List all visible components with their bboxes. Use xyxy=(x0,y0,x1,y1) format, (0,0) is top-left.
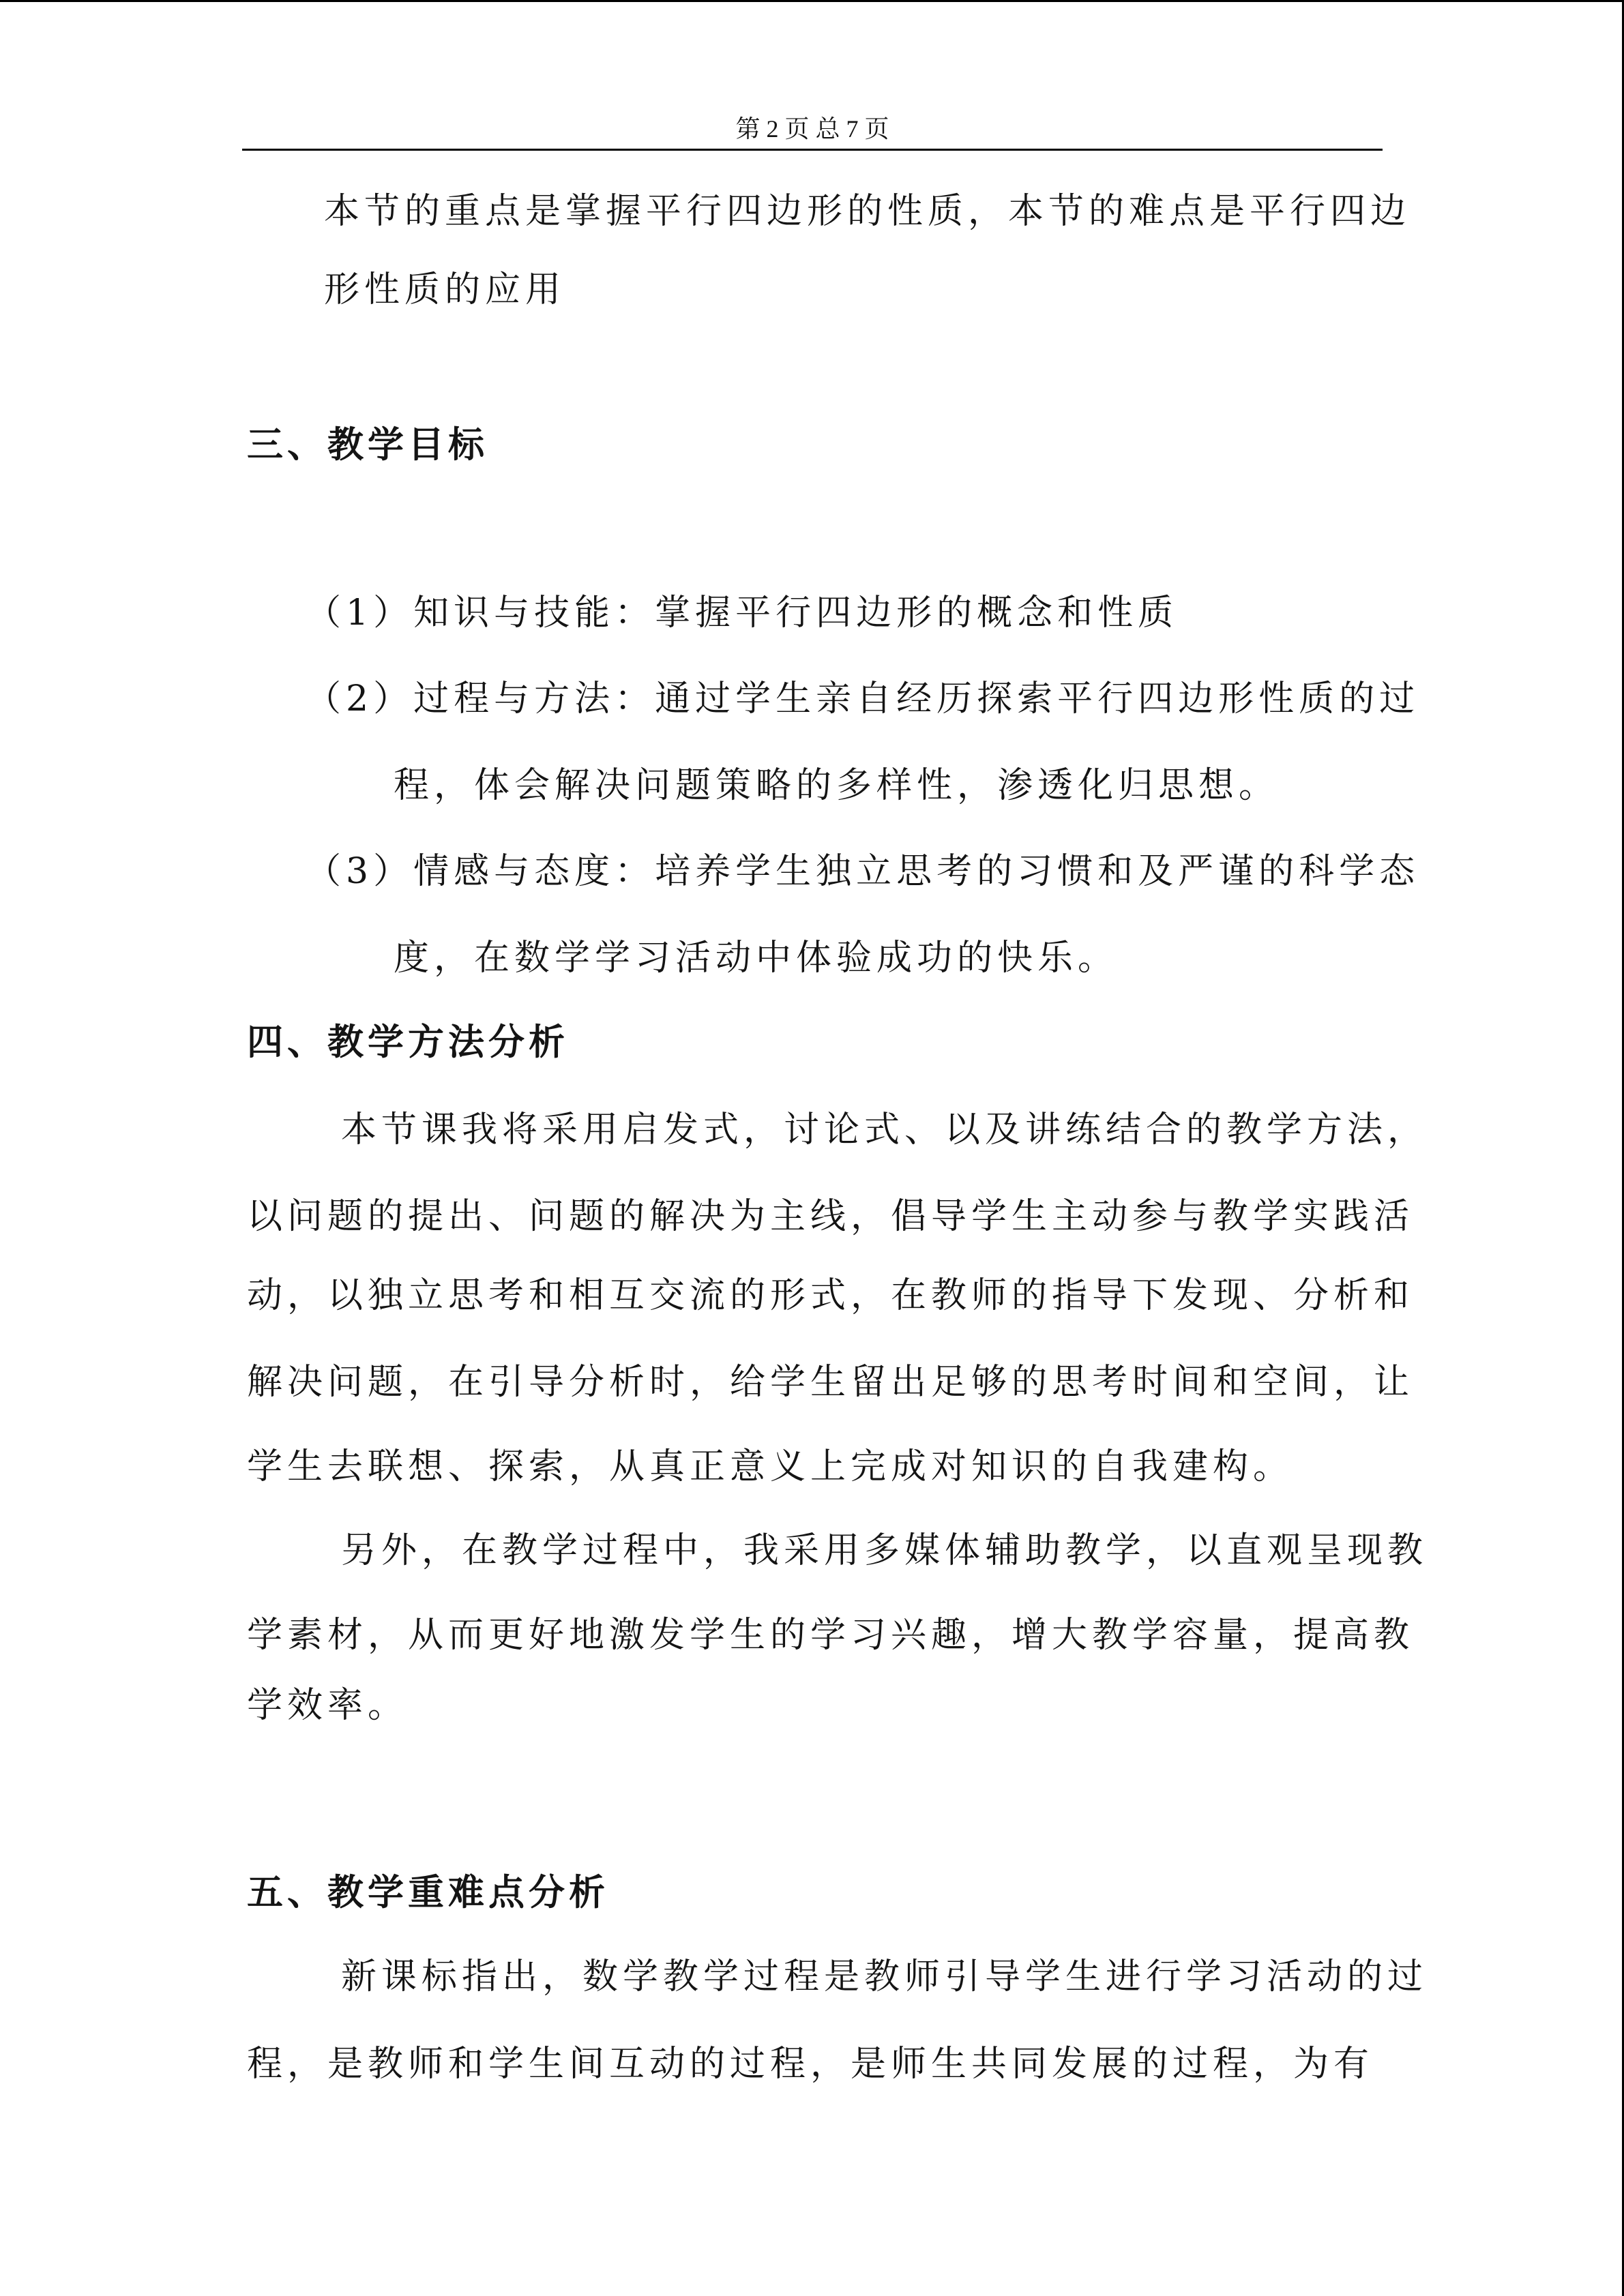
body-line: 程，是教师和学生间互动的过程，是师生共同发展的过程，为有 xyxy=(247,2044,1374,2085)
goal-item-continuation: 度，在数学学习活动中体验成功的快乐。 xyxy=(394,938,1119,979)
section-heading-teaching-goals: 三、教学目标 xyxy=(247,423,488,466)
body-line: 动，以独立思考和相互交流的形式，在教师的指导下发现、分析和 xyxy=(247,1275,1415,1316)
goal-item: （2）过程与方法：通过学生亲自经历探索平行四边形性质的过 xyxy=(306,679,1420,719)
section-heading-key-points: 五、教学重难点分析 xyxy=(247,1871,609,1913)
goal-item: （1）知识与技能：掌握平行四边形的概念和性质 xyxy=(306,593,1179,633)
page-header: 第 2 页 总 7 页 xyxy=(735,115,889,143)
body-line: 解决问题，在引导分析时，给学生留出足够的思考时间和空间，让 xyxy=(247,1362,1415,1403)
body-line: 学生去联想、探索，从真正意义上完成对知识的自我建构。 xyxy=(247,1446,1294,1487)
section-heading-teaching-methods: 四、教学方法分析 xyxy=(247,1021,569,1063)
body-line: 另外，在教学过程中，我采用多媒体辅助教学，以直观呈现教 xyxy=(341,1530,1428,1571)
goal-item: （3）情感与态度：培养学生独立思考的习惯和及严谨的科学态 xyxy=(306,851,1420,892)
goal-item-continuation: 程，体会解决问题策略的多样性，渗透化归思想。 xyxy=(394,765,1280,806)
body-line: 新课标指出，数学教学过程是教师引导学生进行学习活动的过 xyxy=(341,1956,1428,1997)
body-line: 本节课我将采用启发式，讨论式、以及讲练结合的教学方法， xyxy=(341,1109,1428,1150)
body-line: 形性质的应用 xyxy=(324,269,566,310)
body-line: 本节的重点是掌握平行四边形的性质，本节的难点是平行四边 xyxy=(324,191,1411,232)
body-line: 学素材，从而更好地激发学生的学习兴趣，增大教学容量，提高教 xyxy=(247,1615,1415,1656)
body-line: 学效率。 xyxy=(247,1685,409,1726)
body-line: 以问题的提出、问题的解决为主线，倡导学生主动参与教学实践活 xyxy=(247,1196,1415,1237)
header-divider xyxy=(242,149,1383,151)
